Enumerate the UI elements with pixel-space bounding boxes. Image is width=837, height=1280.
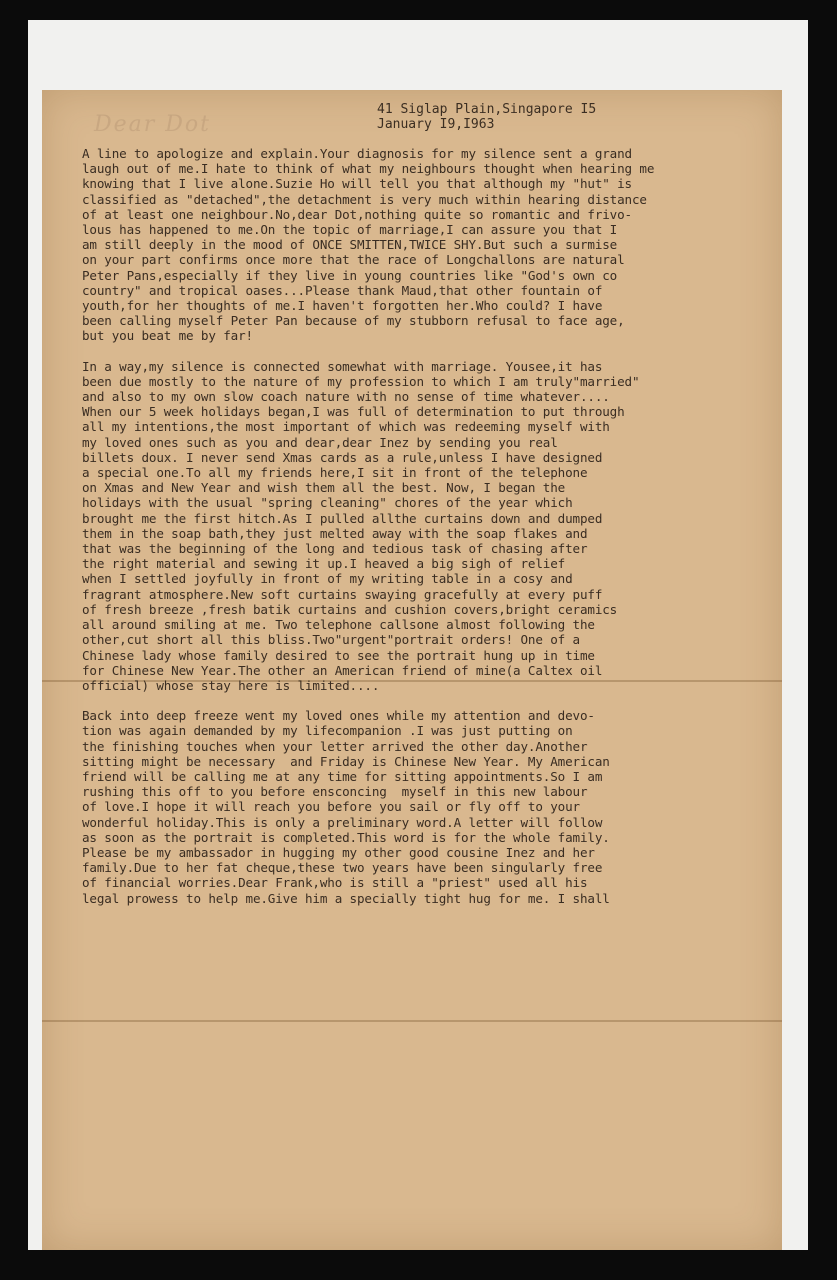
text-line: on your part confirms once more that the race of Longchallons are natural xyxy=(82,252,625,268)
text-line: brought me the first hitch.As I pulled allthe curtains down and dumped xyxy=(82,510,603,526)
text-line: been calling myself Peter Pan because of my stubborn refusal to face age, xyxy=(82,313,625,329)
text-line: official) whose stay here is limited.... xyxy=(82,677,380,693)
faint-salutation: Dear Dot xyxy=(94,112,212,137)
letter-body xyxy=(82,146,782,921)
text-line: lous has happened to me.On the topic of marriage,I can assure you that I xyxy=(82,222,618,238)
text-line: as soon as the portrait is completed.This word is for the whole family. xyxy=(82,829,610,845)
text-line: of fresh breeze ,fresh batik curtains and cushion covers,bright ceramics xyxy=(82,601,618,617)
text-line: family.Due to her fat cheque,these two years have been singularly free xyxy=(82,860,603,876)
text-line: a special one.To all my friends here,I sit in front of the telephone xyxy=(82,465,588,481)
text-line: sitting might be necessary and Friday is Chinese New Year. My American xyxy=(82,753,610,769)
text-line: all around smiling at me. Two telephone callsone almost following the xyxy=(82,617,595,633)
text-line: but you beat me by far! xyxy=(82,328,253,344)
text-line: of at least one neighbour.No,dear Dot,nothing quite so romantic and frivo- xyxy=(82,206,632,222)
text-line: for Chinese New Year.The other an American friend of mine(a Caltex oil xyxy=(82,662,603,678)
text-line: when I settled joyfully in front of my writing table in a cosy and xyxy=(82,571,573,587)
text-line: other,cut short all this bliss.Two"urgent"portrait orders! One of a xyxy=(82,632,580,648)
text-line: on Xmas and New Year and wish them all the best. Now, I began the xyxy=(82,480,566,496)
date-line: January I9,I963 xyxy=(377,117,495,132)
text-line: that was the beginning of the long and tedious task of chasing after xyxy=(82,541,588,557)
text-line: Chinese lady whose family desired to see the portrait hung up in time xyxy=(82,647,595,663)
address-line: 41 Siglap Plain,Singapore I5 xyxy=(377,102,597,117)
text-line: When our 5 week holidays began,I was full of determination to put through xyxy=(82,404,625,420)
text-line: Please be my ambassador in hugging my other good cousine Inez and her xyxy=(82,844,595,860)
text-line: tion was again demanded by my lifecompanion .I was just putting on xyxy=(82,723,573,739)
text-line: Peter Pans,especially if they live in young countries like "God's own co xyxy=(82,267,618,283)
text-line: youth,for her thoughts of me.I haven't forgotten her.Who could? I have xyxy=(82,298,603,314)
text-line: the right material and sewing it up.I heaved a big sigh of relief xyxy=(82,556,566,572)
text-line: holidays with the usual "spring cleaning" chores of the year which xyxy=(82,495,573,511)
paper-fold-line xyxy=(42,1020,782,1022)
text-line: billets doux. I never send Xmas cards as a rule,unless I have designed xyxy=(82,449,603,465)
text-line: the finishing touches when your letter arrived the other day.Another xyxy=(82,738,588,754)
text-line: rushing this off to you before ensconcing myself in this new labour xyxy=(82,784,588,800)
text-line: been due mostly to the nature of my profession to which I am truly"married" xyxy=(82,373,640,389)
text-line: knowing that I live alone.Suzie Ho will tell you that although my "hut" is xyxy=(82,176,632,192)
text-line: friend will be calling me at any time for sitting appointments.So I am xyxy=(82,768,603,784)
paragraph xyxy=(82,359,782,693)
text-line: and also to my own slow coach nature with no sense of time whatever.... xyxy=(82,389,610,405)
paragraph xyxy=(82,708,782,906)
text-line: of financial worries.Dear Frank,who is still a "priest" used all his xyxy=(82,875,588,891)
text-line: them in the soap bath,they just melted away with the soap flakes and xyxy=(82,525,588,541)
text-line: In a way,my silence is connected somewhat with marriage. Yousee,it has xyxy=(82,358,603,374)
text-line: laugh out of me.I hate to think of what my neighbours thought when hearing me xyxy=(82,161,655,177)
text-line: my loved ones such as you and dear,dear Inez by sending you real xyxy=(82,434,558,450)
text-line: country" and tropical oases...Please thank Maud,that other fountain of xyxy=(82,282,603,298)
text-line: legal prowess to help me.Give him a specially tight hug for me. I shall xyxy=(82,890,610,906)
text-line: am still deeply in the mood of ONCE SMITTEN,TWICE SHY.But such a surmise xyxy=(82,237,618,253)
text-line: wonderful holiday.This is only a preliminary word.A letter will follow xyxy=(82,814,603,830)
text-line: A line to apologize and explain.Your diagnosis for my silence sent a grand xyxy=(82,146,632,161)
text-line: fragrant atmosphere.New soft curtains swaying gracefully at every puff xyxy=(82,586,603,602)
text-line: of love.I hope it will reach you before you sail or fly off to your xyxy=(82,799,580,815)
text-line: Back into deep freeze went my loved ones while my attention and devo- xyxy=(82,708,595,724)
letter-heading xyxy=(377,102,596,132)
letter-page xyxy=(42,90,782,1250)
text-line: all my intentions,the most important of which was redeeming myself with xyxy=(82,419,610,435)
paragraph xyxy=(82,146,782,344)
text-line: classified as "detached",the detachment is very much within hearing distance xyxy=(82,191,647,207)
